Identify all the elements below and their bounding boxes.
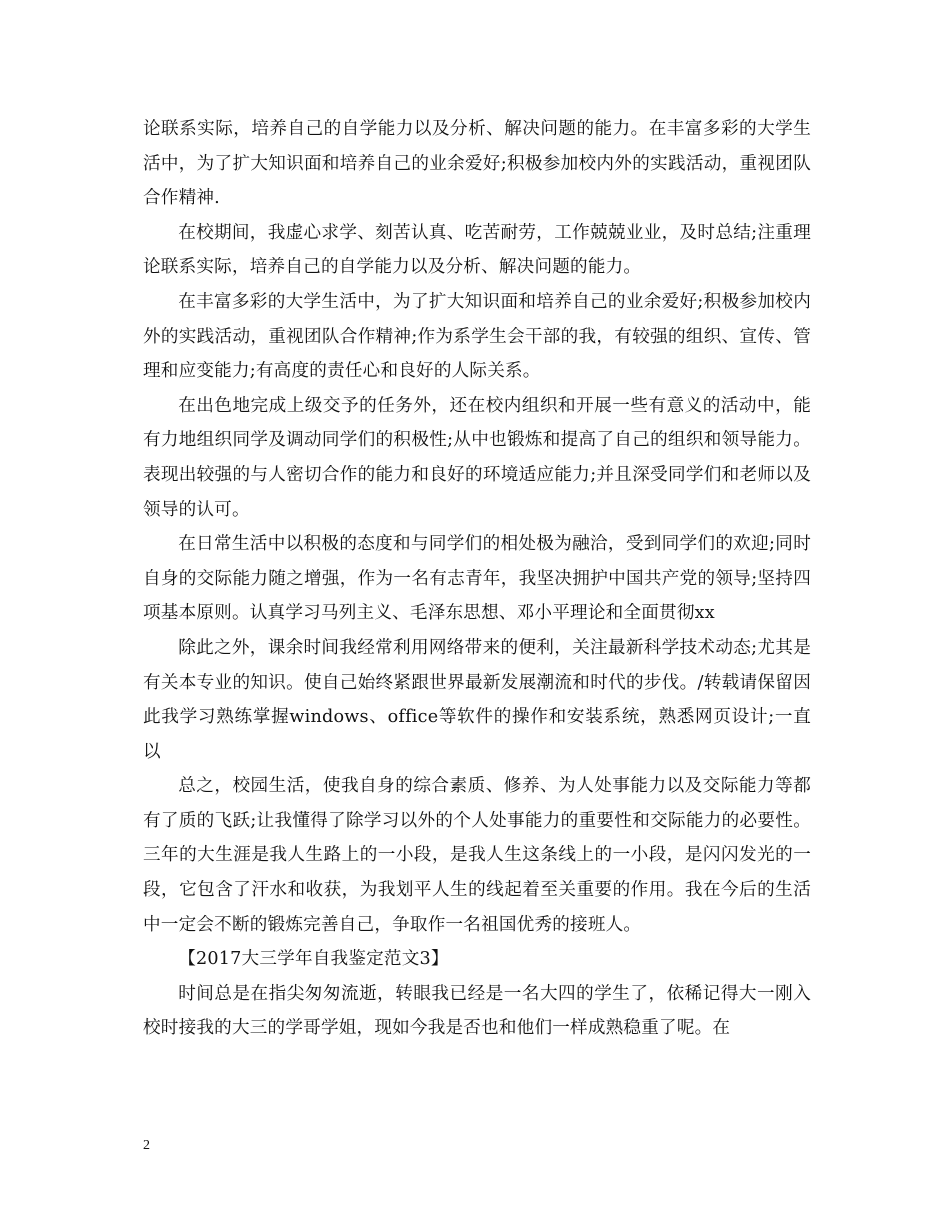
paragraph-continued: 论联系实际，培养自己的自学能力以及分析、解决问题的能力。在丰富多彩的大学生活中，为了扩大知识面和培养自己的业余爱好;积极参加校内外的实践活动，重视团队合作精神. <box>143 119 811 209</box>
page-number: 2 <box>143 1138 150 1153</box>
paragraph: 在日常生活中以积极的态度和与同学们的相处极为融洽，受到同学们的欢迎;同时自身的交际能力随之增强，作为一名有志青年，我坚决拥护中国共产党的领导;坚持四项基本原则。认真学习马列主义、毛泽东思想、邓小平理论和全面贯彻xx <box>143 534 811 624</box>
section-heading: 【2017大三学年自我鉴定范文3】 <box>178 949 449 970</box>
paragraph: 在校期间，我虚心求学、刻苦认真、吃苦耐劳，工作兢兢业业，及时总结;注重理论联系实际，培养自己的自学能力以及分析、解决问题的能力。 <box>143 222 811 278</box>
paragraph: 时间总是在指尖匆匆流逝，转眼我已经是一名大四的学生了，依稀记得大一刚入校时接我的大三的学哥学姐，现如今我是否也和他们一样成熟稳重了呢。在 <box>143 983 811 1039</box>
document-body <box>143 112 811 1046</box>
paragraph: 在丰富多彩的大学生活中，为了扩大知识面和培养自己的业余爱好;积极参加校内外的实践活动，重视团队合作精神;作为系学生会干部的我，有较强的组织、宣传、管理和应变能力;有高度的责任心和良好的人际关系。 <box>143 291 811 382</box>
paragraph: 除此之外，课余时间我经常利用网络带来的便利，关注最新科学技术动态;尤其是有关本专业的知识。使自己始终紧跟世界最新发展潮流和时代的步伐。/转载请保留因此我学习熟练掌握windows、office等软件的操作和安装系统，熟悉网页设计;一直以 <box>143 637 811 762</box>
paragraph: 总之，校园生活，使我自身的综合素质、修养、为人处事能力以及交际能力等都有了质的飞跃;让我懂得了除学习以外的个人处事能力的重要性和交际能力的必要性。三年的大生涯是我人生路上的一小段，是我人生这条线上的一小段，是闪闪发光的一段，它包含了汗水和收获，为我划平人生的线起着至关重要的作用。我在今后的生活中一定会不断的锻炼完善自己，争取作一名祖国优秀的接班人。 <box>143 776 811 935</box>
paragraph: 在出色地完成上级交予的任务外，还在校内组织和开展一些有意义的活动中，能有力地组织同学及调动同学们的积极性;从中也锻炼和提高了自己的组织和领导能力。表现出较强的与人密切合作的能力和良好的环境适应能力;并且深受同学们和老师以及领导的认可。 <box>143 395 811 520</box>
